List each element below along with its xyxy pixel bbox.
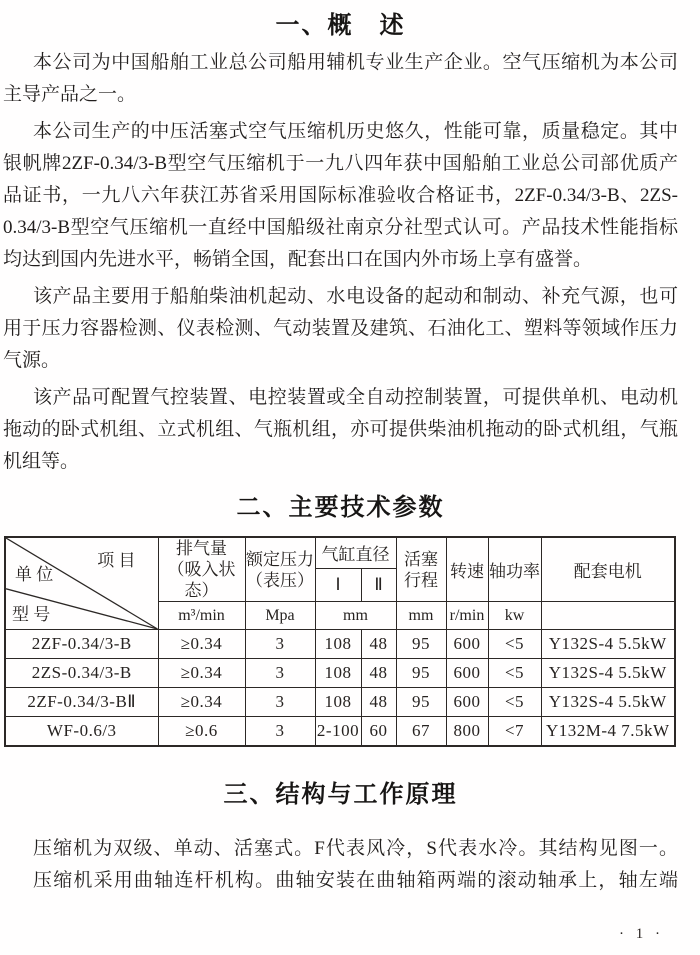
table-cell: 3: [245, 630, 315, 659]
table-cell: Y132S-4 5.5kW: [541, 688, 675, 717]
col-header-pressure: 额定压力 （表压）: [245, 537, 315, 602]
structure-paragraph-1: 压缩机为双级、单动、活塞式。F代表风冷，S代表水冷。其结构见图一。: [33, 837, 678, 859]
col-header-motor: 配套电机: [541, 537, 675, 602]
table-cell: <5: [488, 659, 541, 688]
table-cell: 3: [245, 688, 315, 717]
unit-cylinder: mm: [315, 602, 396, 630]
col-header-displacement: 排气量 （吸入状态）: [158, 537, 245, 602]
overview-paragraph-2: 本公司生产的中压活塞式空气压缩机历史悠久，性能可靠，质量稳定。其中银帆牌2ZF-0.34/3-B型空气压缩机于一九八四年获中国船舶工业总公司部优质产品证书，一九八六年获江苏省采用国际标准验收合格证书，2ZF-0.34/3-B、2ZS-0.34/3-B型空气压缩机一直经中国船级社南京分社型式认可。产品技术性能指标均达到国内先进水平，畅销全国，配套出口在国内外市场上享有盛誉。: [3, 121, 678, 270]
section3-title: 三、结构与工作原理: [223, 780, 458, 808]
table-cell: 67: [396, 717, 446, 746]
table-cell: 108: [315, 688, 361, 717]
corner-label-model: 型 号: [12, 605, 51, 624]
unit-displacement: m³/min: [158, 602, 245, 630]
table-cell: ≥0.34: [158, 630, 245, 659]
table-row: [5, 630, 675, 659]
spec-table: [4, 536, 676, 747]
table-row: [5, 717, 675, 746]
table-cell: 60: [361, 717, 396, 746]
table-cell: 3: [245, 659, 315, 688]
table-cell: 2-100: [315, 717, 361, 746]
table-cell: 600: [446, 688, 488, 717]
unit-motor: [541, 602, 675, 630]
unit-speed: r/min: [446, 602, 488, 630]
table-header-row-1: [5, 537, 675, 568]
table-cell: ≥0.34: [158, 659, 245, 688]
overview-paragraph-3: 该产品主要用于船舶柴油机起动、水电设备的起动和制动、补充气源，也可用于压力容器检测、仪表检测、气动装置及建筑、石油化工、塑料等领域作压力气源。: [3, 286, 678, 371]
col-header-cylinder: 气缸直径: [315, 537, 396, 568]
col-header-cylinder-2: Ⅱ: [361, 568, 396, 601]
table-cell: 3: [245, 717, 315, 746]
table-cell: 95: [396, 659, 446, 688]
table-cell: 800: [446, 717, 488, 746]
table-cell: Y132S-4 5.5kW: [541, 630, 675, 659]
overview-paragraph-4: 该产品可配置气控装置、电控装置或全自动控制装置，可提供单机、电动机拖动的卧式机组、立式机组、气瓶机组，亦可提供柴油机拖动的卧式机组，气瓶机组等。: [3, 387, 678, 472]
unit-power: kw: [488, 602, 541, 630]
table-row: [5, 659, 675, 688]
overview-paragraph-1: 本公司为中国船舶工业总公司船用辅机专业生产企业。空气压缩机为本公司主导产品之一。: [3, 52, 678, 105]
col-header-speed: 转速: [446, 537, 488, 602]
page-number: · 1 ·: [619, 926, 664, 942]
table-cell: <5: [488, 630, 541, 659]
section1-title: 一、概 述: [275, 12, 406, 39]
table-cell: 48: [361, 659, 396, 688]
model-cell: 2ZF-0.34/3-BⅡ: [5, 688, 158, 717]
table-cell: 600: [446, 659, 488, 688]
table-cell: 48: [361, 630, 396, 659]
table-cell: <5: [488, 688, 541, 717]
model-cell: WF-0.6/3: [5, 717, 158, 746]
table-cell: Y132S-4 5.5kW: [541, 659, 675, 688]
unit-stroke: mm: [396, 602, 446, 630]
corner-label-unit: 单 位: [15, 565, 54, 584]
model-cell: 2ZS-0.34/3-B: [5, 659, 158, 688]
structure-paragraph-2: 压缩机采用曲轴连杆机构。曲轴安装在曲轴箱两端的滚动轴承上，轴左端: [33, 869, 678, 891]
table-cell: ≥0.6: [158, 717, 245, 746]
col-header-cylinder-1: Ⅰ: [315, 568, 361, 601]
col-header-stroke: 活塞 行程: [396, 537, 446, 602]
table-row: [5, 688, 675, 717]
table-cell: ≥0.34: [158, 688, 245, 717]
table-corner-cell: [5, 537, 158, 630]
corner-label-item: 项 目: [97, 551, 136, 570]
table-cell: 95: [396, 630, 446, 659]
col-header-power: 轴功率: [488, 537, 541, 602]
table-cell: 108: [315, 630, 361, 659]
table-cell: <7: [488, 717, 541, 746]
unit-pressure: Mpa: [245, 602, 315, 630]
section2-title: 二、主要技术参数: [236, 494, 445, 521]
model-cell: 2ZF-0.34/3-B: [5, 630, 158, 659]
table-cell: 48: [361, 688, 396, 717]
table-cell: 600: [446, 630, 488, 659]
table-cell: 95: [396, 688, 446, 717]
table-cell: 108: [315, 659, 361, 688]
table-cell: Y132M-4 7.5kW: [541, 717, 675, 746]
